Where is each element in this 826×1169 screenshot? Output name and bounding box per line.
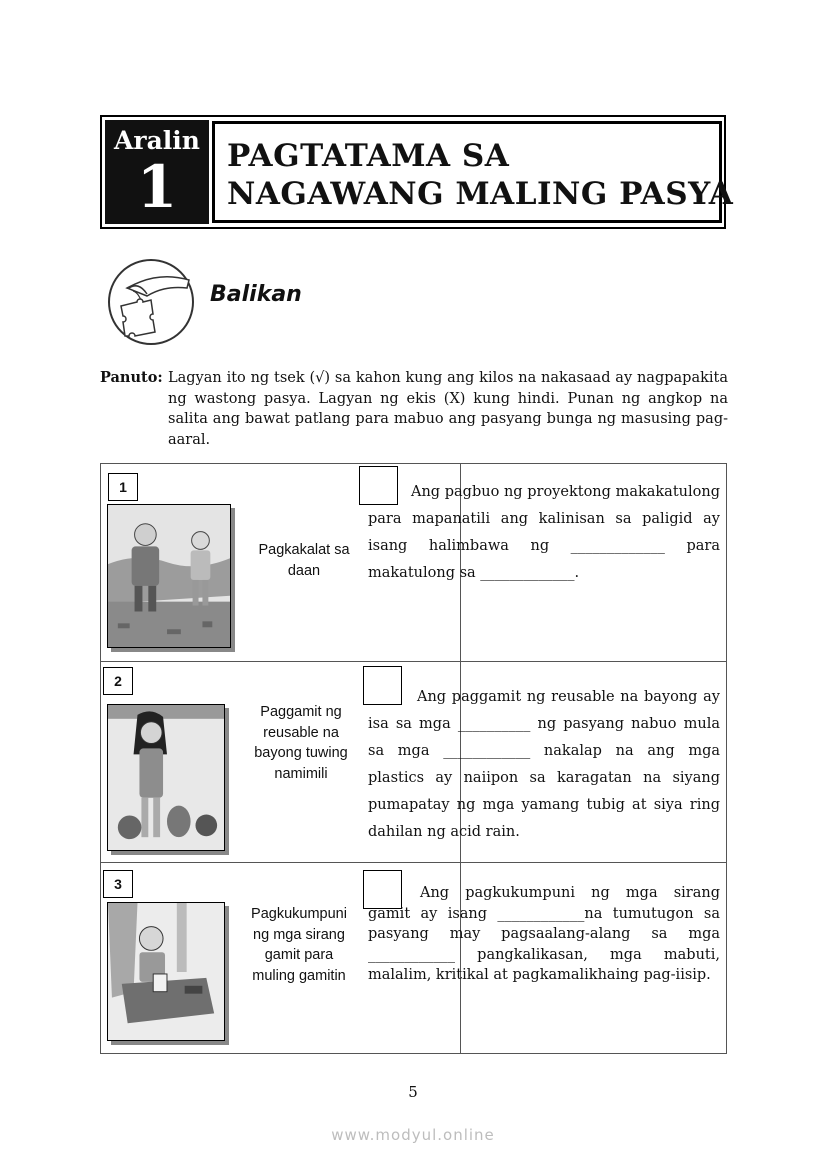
- item-text: Ang paggamit ng reusable na bayong ay isa sa mga __________ ng pasyang nabuo mula sa mga ____________ nakalap na ang mga plastics ay naiipon sa karagatan na siyang pumapatay ng mga yamang tubig at siya ring dahilan ng acid rain.: [368, 689, 720, 840]
- table-row: [101, 863, 726, 1053]
- girl-reusable-bags-illustration: [107, 704, 225, 851]
- item-label: Pagkakalat sa daan: [258, 542, 350, 579]
- lesson-title-line-1: PAGTATAMA SA: [227, 138, 510, 174]
- activity-table: [100, 463, 727, 1054]
- item-text: Ang pagkukumpuni ng mga sirang gamit ay isang ____________na tumutugon sa pasyang may pagsaalang-alang sa mga ____________ pangkalikasan, mga mabuti, malalim, kritikal at pagkamalikhaing pag-iisip.: [368, 885, 720, 983]
- lesson-title-block: [212, 121, 734, 223]
- directions-label: Panuto:: [100, 369, 163, 386]
- puzzle-hand-icon: [107, 258, 195, 346]
- page-number: 5: [408, 1083, 418, 1101]
- item-number: 3: [103, 870, 133, 898]
- section-title: Balikan: [210, 282, 302, 307]
- table-row: [101, 464, 726, 661]
- watermark: www.modyul.online: [331, 1126, 495, 1144]
- lesson-title-line-2: NAGAWANG MALING PASYA: [227, 176, 734, 212]
- item-label: Pagkukumpuni ng mga sirang gamit para muling gamitin: [251, 906, 347, 984]
- lesson-label: Aralin: [114, 126, 200, 155]
- lesson-banner: [100, 115, 734, 229]
- boy-repairing-illustration: [107, 902, 225, 1041]
- table-row: [101, 662, 726, 862]
- item-label: Paggamit ng reusable na bayong tuwing namimili: [254, 704, 348, 782]
- directions-text: Lagyan ito ng tsek (√) sa kahon kung ang kilos na nakasaad ay nagpapakita ng wastong pasya. Lagyan ng ekis (X) kung hindi. Punan ng angkop na salita ang bawat patlang para mabuo ang pasyang bunga ng masusing pag-aaral.: [168, 370, 728, 448]
- item-number: 2: [103, 667, 133, 695]
- item-text: Ang pagbuo ng proyektong makakatulong para mapanatili ang kalinisan sa paligid ay isang halimbawa ng _____________ para makatulong sa _____________.: [368, 484, 720, 581]
- lesson-number-block: [105, 120, 209, 224]
- children-litter-illustration: [107, 504, 231, 648]
- item-number: 1: [108, 473, 138, 501]
- lesson-number: 1: [136, 153, 178, 221]
